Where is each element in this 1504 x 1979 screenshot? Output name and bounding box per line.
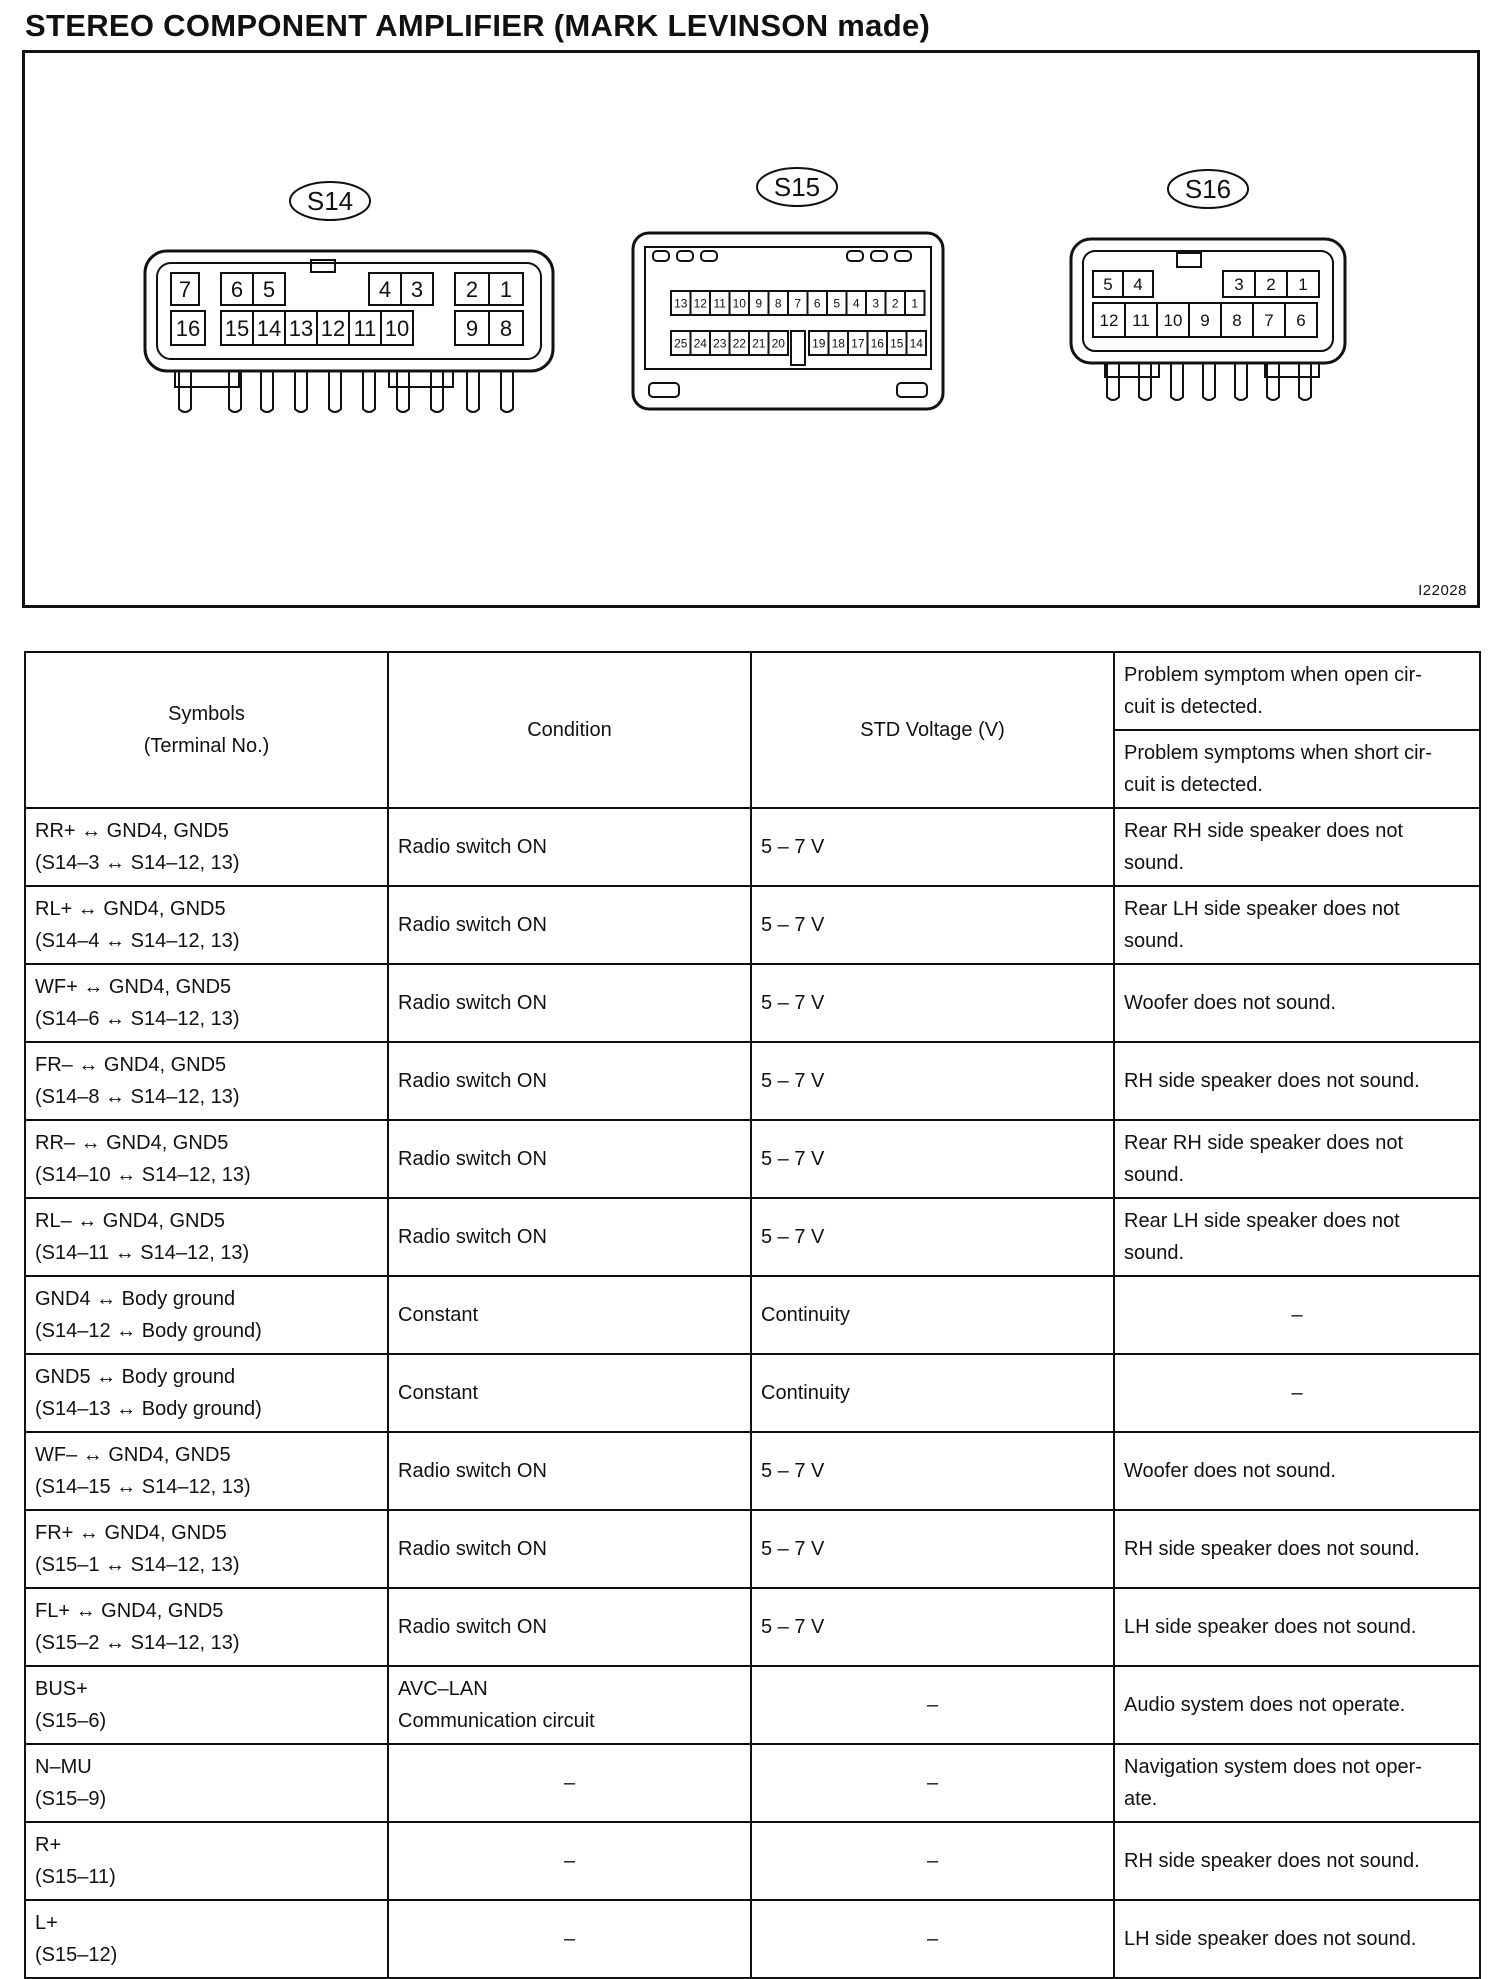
condition-line1: Radio switch ON — [398, 1148, 547, 1170]
s15-notch — [701, 251, 717, 261]
figure-id: I22028 — [1418, 582, 1467, 599]
symptom-line2: sound. — [1124, 1164, 1185, 1186]
terminal-number: (S14–6 ↔ S14–12, 13) — [35, 1008, 240, 1030]
condition-line1: – — [563, 1772, 576, 1794]
symptom-line1: Rear LH side speaker does not — [1124, 898, 1400, 920]
table-row — [25, 1666, 1480, 1744]
s14-pin-number: 9 — [465, 315, 479, 341]
symbol-name: RL+ ↔ GND4, GND5 — [35, 898, 226, 920]
cell-condition — [388, 1432, 751, 1510]
s15-label: S15 — [773, 172, 821, 202]
s15-pin-number: 20 — [771, 336, 785, 351]
header-voltage: STD Voltage (V) — [751, 652, 1114, 808]
s16-terminal-leg — [1171, 363, 1183, 400]
condition-line2: Communication circuit — [398, 1710, 595, 1732]
s15-pin-number: 14 — [909, 336, 923, 351]
s15-pin-number: 9 — [755, 296, 763, 311]
header-open-symptom — [1114, 652, 1480, 730]
symptom-line1: LH side speaker does not sound. — [1124, 1928, 1417, 1950]
symbol-name: GND4 ↔ Body ground — [35, 1288, 236, 1310]
cell-voltage: 5 – 7 V — [751, 1510, 1114, 1588]
cell-symbols — [25, 1276, 388, 1354]
s14-pin-number: 5 — [262, 276, 276, 302]
connector-diagram — [22, 50, 1480, 608]
table-row — [25, 1198, 1480, 1276]
symbol-name: RR– ↔ GND4, GND5 — [35, 1132, 229, 1154]
s15-foot-left — [649, 383, 679, 397]
cell-symbols — [25, 964, 388, 1042]
cell-symbols — [25, 1042, 388, 1120]
terminal-number: (S15–12) — [35, 1944, 118, 1966]
s16-pin-number: 12 — [1099, 311, 1119, 331]
s15-notch — [895, 251, 911, 261]
condition-line1: AVC–LAN — [398, 1678, 488, 1700]
table-row — [25, 1042, 1480, 1120]
s15-pin-number: 17 — [851, 336, 865, 351]
cell-symbols — [25, 1198, 388, 1276]
cell-symbols — [25, 1510, 388, 1588]
s15-pin-number: 15 — [890, 336, 904, 351]
table-row — [25, 1510, 1480, 1588]
table-row — [25, 1354, 1480, 1432]
s14-terminal-leg — [261, 371, 273, 412]
cell-symptom — [1114, 1822, 1480, 1900]
condition-line1: Radio switch ON — [398, 836, 547, 858]
s16-pin-number: 3 — [1234, 275, 1244, 295]
table-row — [25, 1900, 1480, 1978]
symbol-name: L+ — [35, 1912, 58, 1934]
table-row — [25, 1822, 1480, 1900]
terminal-number: (S15–1 ↔ S14–12, 13) — [35, 1554, 240, 1576]
s15-pin-number: 6 — [813, 296, 821, 311]
s15-notch — [847, 251, 863, 261]
s15-notch — [871, 251, 887, 261]
cell-voltage: – — [751, 1666, 1114, 1744]
s15-pin-number: 11 — [713, 296, 726, 311]
terminal-number: (S14–3 ↔ S14–12, 13) — [35, 852, 240, 874]
cell-symbols — [25, 886, 388, 964]
symptom-line1: RH side speaker does not sound. — [1124, 1070, 1420, 1092]
cell-voltage: 5 – 7 V — [751, 1588, 1114, 1666]
cell-symbols — [25, 1900, 388, 1978]
terminal-number: (S15–11) — [35, 1866, 116, 1888]
s15-pin-number: 24 — [693, 336, 707, 351]
s16-pin-number: 2 — [1266, 275, 1276, 295]
symptom-line1: – — [1291, 1304, 1303, 1326]
s15-pin-number: 10 — [732, 296, 746, 311]
condition-line1: Radio switch ON — [398, 1226, 547, 1248]
s14-terminal-leg — [363, 371, 375, 412]
condition-line1: Radio switch ON — [398, 1538, 547, 1560]
terminal-number: (S15–2 ↔ S14–12, 13) — [35, 1632, 240, 1654]
condition-line1: Radio switch ON — [398, 1460, 547, 1482]
cell-voltage: – — [751, 1900, 1114, 1978]
header-symbols-line2: (Terminal No.) — [143, 735, 270, 757]
symbol-name: WF+ ↔ GND4, GND5 — [35, 976, 232, 998]
cell-symbols — [25, 1822, 388, 1900]
cell-condition — [388, 1588, 751, 1666]
table-row — [25, 808, 1480, 886]
document-title: STEREO COMPONENT AMPLIFIER (MARK LEVINSON made) — [25, 8, 931, 43]
condition-line1: – — [563, 1850, 576, 1872]
s15-notch — [677, 251, 693, 261]
s15-pin-number: 18 — [831, 336, 845, 351]
s15-pin-number: 25 — [674, 336, 688, 351]
cell-symptom — [1114, 1900, 1480, 1978]
condition-line1: – — [563, 1928, 576, 1950]
s16-pin-number: 7 — [1264, 311, 1274, 331]
s15-pin-number: 1 — [911, 296, 919, 311]
symptom-line1: RH side speaker does not sound. — [1124, 1850, 1420, 1872]
cell-condition — [388, 964, 751, 1042]
s16-housing — [1071, 239, 1345, 363]
cell-symptom — [1114, 1744, 1480, 1822]
s16-terminal-leg — [1107, 363, 1119, 400]
s15-key — [791, 331, 805, 365]
cell-symptom — [1114, 1120, 1480, 1198]
s14-terminal-leg — [179, 371, 191, 412]
condition-line1: Constant — [398, 1382, 479, 1404]
s15-pin-number: 21 — [752, 336, 766, 351]
cell-condition — [388, 1510, 751, 1588]
cell-symptom — [1114, 1042, 1480, 1120]
symptom-line1: Navigation system does not oper- — [1124, 1756, 1422, 1778]
cell-symptom — [1114, 1354, 1480, 1432]
s15-pin-number: 22 — [732, 336, 746, 351]
terminal-number: (S14–12 ↔ Body ground) — [35, 1320, 262, 1342]
symptom-line2: sound. — [1124, 1242, 1185, 1264]
s16-terminal-leg — [1203, 363, 1215, 400]
cell-symbols — [25, 1354, 388, 1432]
cell-voltage: 5 – 7 V — [751, 886, 1114, 964]
s15-pin-number: 7 — [794, 296, 802, 311]
condition-line1: Radio switch ON — [398, 1070, 547, 1092]
s16-pin-number: 4 — [1133, 275, 1143, 295]
s14-pin-number: 3 — [410, 276, 424, 302]
s14-pin-number: 1 — [499, 276, 513, 302]
symptom-line1: Audio system does not operate. — [1124, 1694, 1406, 1716]
s15-pin-number: 5 — [833, 296, 841, 311]
condition-line1: Constant — [398, 1304, 479, 1326]
s16-pin-number: 10 — [1163, 311, 1183, 331]
cell-voltage: 5 – 7 V — [751, 1120, 1114, 1198]
cell-voltage: 5 – 7 V — [751, 1042, 1114, 1120]
cell-voltage: 5 – 7 V — [751, 1198, 1114, 1276]
s14-pin-number: 14 — [256, 315, 282, 341]
s15-pin-number: 4 — [852, 296, 860, 311]
terminal-number: (S14–8 ↔ S14–12, 13) — [35, 1086, 240, 1108]
cell-condition — [388, 1666, 751, 1744]
s16-terminal-leg — [1299, 363, 1311, 400]
s15-pin-number: 19 — [812, 336, 826, 351]
s14-pin-number: 16 — [175, 315, 201, 341]
s14-pin-number: 2 — [465, 276, 479, 302]
symbol-name: RR+ ↔ GND4, GND5 — [35, 820, 229, 842]
symptom-line2: sound. — [1124, 930, 1185, 952]
table-row — [25, 1588, 1480, 1666]
s15-pin-number: 3 — [872, 296, 880, 311]
cell-symptom — [1114, 1510, 1480, 1588]
condition-line1: Radio switch ON — [398, 992, 547, 1014]
s14-latch — [311, 260, 335, 272]
s14-pin-number: 13 — [288, 315, 314, 341]
condition-line1: Radio switch ON — [398, 1616, 547, 1638]
s15-pin-number: 16 — [870, 336, 884, 351]
terminal-spec-table — [24, 651, 1481, 1979]
header-short-symptom-line1: Problem symptoms when short cir- — [1124, 742, 1432, 764]
s14-pin-number: 6 — [230, 276, 244, 302]
cell-symptom — [1114, 808, 1480, 886]
s15-pin-number: 13 — [674, 296, 688, 311]
cell-condition — [388, 1042, 751, 1120]
s14-pin-number: 7 — [178, 276, 192, 302]
s14-terminal-leg — [295, 371, 307, 412]
s16-pin-number: 6 — [1296, 311, 1306, 331]
terminal-number: (S14–4 ↔ S14–12, 13) — [35, 930, 240, 952]
table-row — [25, 886, 1480, 964]
cell-voltage: – — [751, 1822, 1114, 1900]
symbol-name: FR+ ↔ GND4, GND5 — [35, 1522, 227, 1544]
s14-pin-number: 4 — [378, 276, 392, 302]
s14-terminal-leg — [329, 371, 341, 412]
s14-pin-number: 12 — [320, 315, 346, 341]
table-row — [25, 1744, 1480, 1822]
s14-pin-number: 8 — [499, 315, 513, 341]
s15-pin-number: 12 — [693, 296, 707, 311]
cell-symptom — [1114, 1432, 1480, 1510]
s14-pin-number: 11 — [353, 315, 377, 341]
terminal-number: (S14–13 ↔ Body ground) — [35, 1398, 262, 1420]
cell-symptom — [1114, 964, 1480, 1042]
cell-symbols — [25, 1666, 388, 1744]
symbol-name: N–MU — [35, 1756, 92, 1778]
symptom-line1: Woofer does not sound. — [1124, 1460, 1336, 1482]
s16-terminal-leg — [1139, 363, 1151, 400]
table-header-row — [25, 652, 1480, 730]
connector-drawing — [25, 53, 1477, 605]
s15-pin-number: 8 — [774, 296, 782, 311]
header-open-symptom-line2: cuit is detected. — [1124, 696, 1263, 718]
symptom-line1: Rear RH side speaker does not — [1124, 1132, 1404, 1154]
table-row — [25, 1432, 1480, 1510]
cell-condition — [388, 1744, 751, 1822]
header-short-symptom — [1114, 730, 1480, 808]
cell-condition — [388, 1198, 751, 1276]
cell-symbols — [25, 1432, 388, 1510]
s16-pin-number: 11 — [1132, 311, 1150, 331]
s14-terminal-leg — [467, 371, 479, 412]
cell-voltage: 5 – 7 V — [751, 1432, 1114, 1510]
s15-pin-number: 2 — [891, 296, 899, 311]
cell-voltage: Continuity — [751, 1354, 1114, 1432]
header-symbols — [25, 652, 388, 808]
symbol-name: GND5 ↔ Body ground — [35, 1366, 236, 1388]
header-short-symptom-line2: cuit is detected. — [1124, 774, 1263, 796]
cell-voltage: 5 – 7 V — [751, 964, 1114, 1042]
s14-pin-number: 15 — [224, 315, 250, 341]
cell-symptom — [1114, 1666, 1480, 1744]
cell-symbols — [25, 1588, 388, 1666]
cell-condition — [388, 886, 751, 964]
symptom-line1: LH side speaker does not sound. — [1124, 1616, 1417, 1638]
header-open-symptom-line1: Problem symptom when open cir- — [1124, 664, 1422, 686]
terminal-number: (S14–10 ↔ S14–12, 13) — [35, 1164, 251, 1186]
terminal-number: (S15–6) — [35, 1710, 107, 1732]
cell-voltage: – — [751, 1744, 1114, 1822]
s16-terminal-leg — [1267, 363, 1279, 400]
terminal-number: (S15–9) — [35, 1788, 107, 1810]
s15-pin-number: 23 — [713, 336, 727, 351]
s14-terminal-leg — [431, 371, 443, 412]
symbol-name: R+ — [35, 1834, 62, 1856]
table-row — [25, 1276, 1480, 1354]
s14-terminal-leg — [501, 371, 513, 412]
s14-label: S14 — [306, 186, 354, 216]
s16-terminal-leg — [1235, 363, 1247, 400]
header-condition: Condition — [388, 652, 751, 808]
symptom-line1: RH side speaker does not sound. — [1124, 1538, 1420, 1560]
s16-label: S16 — [1184, 174, 1232, 204]
terminal-number: (S14–11 ↔ S14–12, 13) — [35, 1242, 250, 1264]
symptom-line2: sound. — [1124, 852, 1185, 874]
symbol-name: FL+ ↔ GND4, GND5 — [35, 1600, 224, 1622]
cell-condition — [388, 1276, 751, 1354]
table-body — [25, 808, 1480, 1978]
s15-foot-right — [897, 383, 927, 397]
cell-symbols — [25, 1744, 388, 1822]
s15-notch — [653, 251, 669, 261]
cell-symptom — [1114, 1276, 1480, 1354]
cell-symptom — [1114, 1588, 1480, 1666]
cell-voltage: 5 – 7 V — [751, 808, 1114, 886]
cell-condition — [388, 808, 751, 886]
terminal-number: (S14–15 ↔ S14–12, 13) — [35, 1476, 251, 1498]
s14-pin-number: 10 — [384, 315, 410, 341]
cell-condition — [388, 1354, 751, 1432]
cell-symptom — [1114, 1198, 1480, 1276]
cell-symptom — [1114, 886, 1480, 964]
symptom-line1: – — [1291, 1382, 1303, 1404]
cell-condition — [388, 1822, 751, 1900]
s16-pin-number: 1 — [1298, 275, 1308, 295]
s16-pin-number: 5 — [1103, 275, 1113, 295]
symbol-name: WF– ↔ GND4, GND5 — [35, 1444, 231, 1466]
cell-condition — [388, 1900, 751, 1978]
table-row — [25, 1120, 1480, 1198]
symbol-name: FR– ↔ GND4, GND5 — [35, 1054, 227, 1076]
symbol-name: BUS+ — [35, 1678, 88, 1700]
symptom-line1: Rear RH side speaker does not — [1124, 820, 1404, 842]
s16-latch — [1177, 253, 1201, 267]
symptom-line1: Woofer does not sound. — [1124, 992, 1336, 1014]
cell-condition — [388, 1120, 751, 1198]
cell-symbols — [25, 808, 388, 886]
s14-terminal-leg — [397, 371, 409, 412]
header-symbols-line1: Symbols — [168, 703, 245, 725]
cell-symbols — [25, 1120, 388, 1198]
symptom-line2: ate. — [1124, 1788, 1158, 1810]
s16-pin-number: 8 — [1232, 311, 1242, 331]
condition-line1: Radio switch ON — [398, 914, 547, 936]
cell-voltage: Continuity — [751, 1276, 1114, 1354]
symptom-line1: Rear LH side speaker does not — [1124, 1210, 1400, 1232]
symbol-name: RL– ↔ GND4, GND5 — [35, 1210, 226, 1232]
table-row — [25, 964, 1480, 1042]
s16-pin-number: 9 — [1200, 311, 1210, 331]
